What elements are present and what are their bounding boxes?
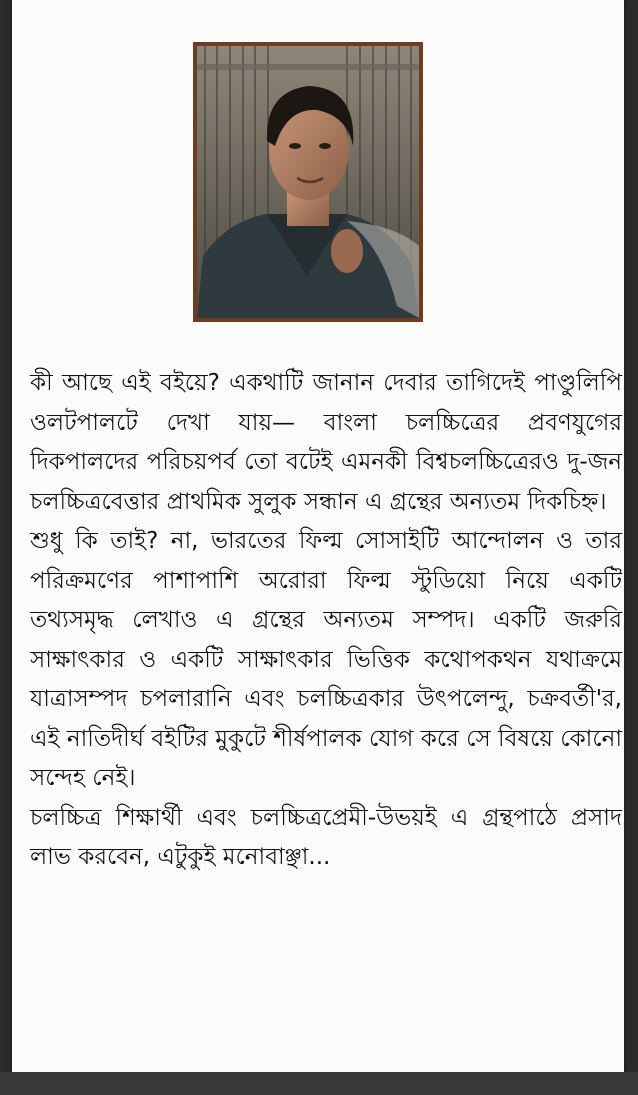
author-portrait-image — [197, 46, 419, 318]
book-blurb — [30, 364, 622, 878]
blurb-paragraph-1: কী আছে এই বইয়ে? একথাটি জানান দেবার তাগিদেই পাণ্ডুলিপি ওলটপালটে দেখা যায়— বাংলা চলচ্চিত্রের প্রবণযুগের দিকপালদের পরিচয়পর্ব তো বটেই এমনকী বিশ্বচলচ্চিত্রেরও দু-জন চলচ্চিত্রবেত্তার প্রাথমিক সুলুক সন্ধান এ গ্রন্থের অন্যতম দিকচিহ্ন। — [30, 370, 622, 515]
blurb-paragraph-2: শুধু কি তাই? না, ভারতের ফিল্ম সোসাইটি আন্দোলন ও তার পরিক্রমণের পাশাপাশি অরোরা ফিল্ম স্টুডিয়ো নিয়ে একটি তথ্যসমৃদ্ধ লেখাও এ গ্রন্থের অন্যতম সম্পদ। একটি জরুরি সাক্ষাৎকার ও একটি সাক্ষাৎকার ভিত্তিক কথোপকথন যথাক্রমে যাত্রাসম্পদ চপলারানি এবং চলচ্চিত্রকার উৎপলেন্দু, চক্রবর্তী'র, এই নাতিদীর্ঘ বইটির মুকুটে শীর্ষপালক যোগ করে সে বিষয়ে কোনো সন্দেহ নেই। — [30, 528, 622, 791]
background-strip — [0, 1072, 638, 1095]
blurb-paragraph-3: চলচ্চিত্র শিক্ষার্থী এবং চলচ্চিত্রপ্রেমী-উভয়ই এ গ্রন্থপাঠে প্রসাদ লাভ করবেন, এটুকুই মনোবাঞ্ছা... — [30, 804, 622, 870]
author-photo — [193, 42, 423, 322]
back-cover-page — [12, 0, 624, 1072]
